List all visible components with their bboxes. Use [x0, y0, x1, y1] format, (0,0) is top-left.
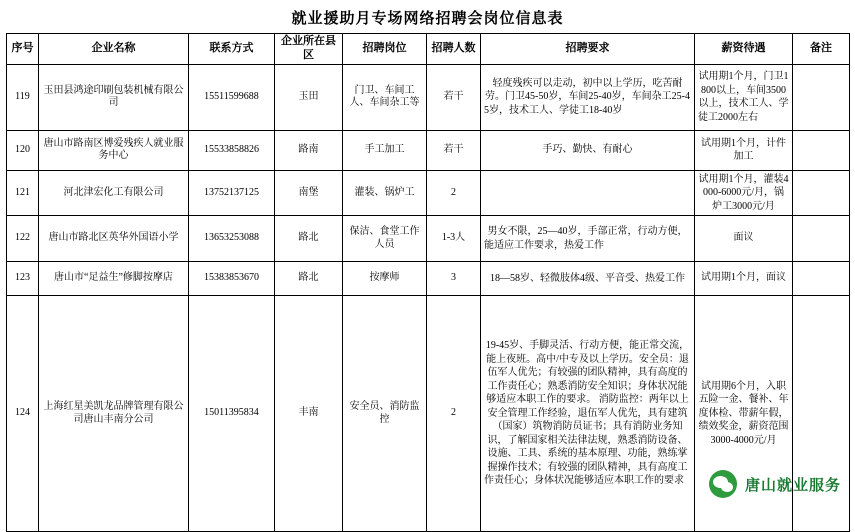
cell-requirements: 手巧、勤快、有耐心 [481, 130, 695, 170]
column-header-requirements: 招聘要求 [481, 34, 695, 65]
cell-seq: 124 [7, 296, 39, 532]
column-header-contact: 联系方式 [189, 34, 275, 65]
cell-remarks [793, 130, 850, 170]
cell-contact: 15383853670 [189, 262, 275, 296]
wechat-icon [709, 470, 737, 498]
cell-remarks [793, 262, 850, 296]
cell-salary: 试用期6个月，入职五险一金、餐补、年度体检、带薪年假，绩效奖金，薪资范围3000-4000元/月 [695, 296, 793, 532]
table-row [7, 130, 850, 170]
cell-company: 唐山市路南区博爱残疾人就业服务中心 [39, 130, 189, 170]
cell-headcount: 1-3人 [427, 216, 481, 262]
cell-headcount: 若干 [427, 130, 481, 170]
cell-seq: 122 [7, 216, 39, 262]
cell-position: 按摩师 [343, 262, 427, 296]
cell-requirements [481, 170, 695, 216]
column-header-position: 招聘岗位 [343, 34, 427, 65]
column-header-seq: 序号 [7, 34, 39, 65]
cell-position: 安全员、消防监控 [343, 296, 427, 532]
cell-headcount: 若干 [427, 64, 481, 130]
wechat-account-name: 唐山就业服务 [744, 476, 841, 494]
cell-requirements: 19-45岁、手脚灵活、行动方便，能正常交流，能上夜班。高中/中专及以上学历。安全员：退伍军人优先；有较强的团队精神，具有高度的工作责任心；熟悉消防安全知识；身体状况能够适应本职工作的要求。 消防监控：两年以上安全管理工作经验，退伍军人优先，具有建筑（国家）筑物消防员证书；具有消防业务知识，了解国家相关法律法规，熟悉消防设备、设施、工具、系统的基本原理、功能，熟练掌握操作技术；有较强的团队精神，具有高度工作责任心；身体状况能够适应本职工作的要求 [481, 296, 695, 532]
cell-position: 灌装、锅炉工 [343, 170, 427, 216]
cell-area: 路北 [275, 216, 343, 262]
cell-seq: 119 [7, 64, 39, 130]
cell-position: 门卫、车间工人、车间杂工等 [343, 64, 427, 130]
cell-company: 唐山市“足益生”修脚按摩店 [39, 262, 189, 296]
cell-salary: 试用期1个月，计件加工 [695, 130, 793, 170]
cell-seq: 121 [7, 170, 39, 216]
cell-requirements: 男女不限，25—40岁，手部正常，行动方便，能适应工作要求，热爱工作 [481, 216, 695, 262]
page-title: 就业援助月专场网络招聘会岗位信息表 [291, 11, 564, 27]
table-row [7, 262, 850, 296]
cell-area: 路北 [275, 262, 343, 296]
cell-remarks [793, 170, 850, 216]
cell-area: 南堡 [275, 170, 343, 216]
table-row [7, 64, 850, 130]
cell-remarks [793, 216, 850, 262]
cell-area: 路南 [275, 130, 343, 170]
table-row [7, 170, 850, 216]
cell-headcount: 2 [427, 296, 481, 532]
cell-contact: 15511599688 [189, 64, 275, 130]
cell-contact: 13653253088 [189, 216, 275, 262]
cell-contact: 15533858826 [189, 130, 275, 170]
cell-salary: 试用期1个月，灌装4000-6000元/月，锅炉工3000元/月 [695, 170, 793, 216]
cell-area: 玉田 [275, 64, 343, 130]
cell-company: 上海红星美凯龙品牌管理有限公司唐山丰南分公司 [39, 296, 189, 532]
cell-seq: 120 [7, 130, 39, 170]
cell-headcount: 2 [427, 170, 481, 216]
wechat-account[interactable] [709, 470, 841, 498]
cell-contact: 13752137125 [189, 170, 275, 216]
cell-position: 手工加工 [343, 130, 427, 170]
cell-contact: 15011395834 [189, 296, 275, 532]
cell-salary: 试用期1个月，面议 [695, 262, 793, 296]
column-header-headcount: 招聘人数 [427, 34, 481, 65]
column-header-company: 企业名称 [39, 34, 189, 65]
table-header-row [7, 34, 850, 65]
column-header-salary: 薪资待遇 [695, 34, 793, 65]
cell-company: 河北津宏化工有限公司 [39, 170, 189, 216]
cell-position: 保洁、食堂工作人员 [343, 216, 427, 262]
cell-seq: 123 [7, 262, 39, 296]
cell-requirements: 轻度残疾可以走动，初中以上学历，吃苦耐劳。门卫45-50岁，车间25-40岁，车间杂工25-45岁，技术工人、学徒工18-40岁 [481, 64, 695, 130]
cell-salary: 试用期1个月，门卫1800以上，车间3500以上，技术工人、学徒工2000左右 [695, 64, 793, 130]
cell-requirements: 18—58岁、轻微肢体4级、平音受、热爱工作 [481, 262, 695, 296]
cell-salary: 面议 [695, 216, 793, 262]
column-header-remarks: 备注 [793, 34, 850, 65]
cell-remarks [793, 64, 850, 130]
cell-company: 唐山市路北区英华外国语小学 [39, 216, 189, 262]
cell-headcount: 3 [427, 262, 481, 296]
table-row [7, 216, 850, 262]
column-header-area: 企业所在县区 [275, 34, 343, 65]
cell-area: 丰南 [275, 296, 343, 532]
cell-company: 玉田县鸿途印刷包装机械有限公司 [39, 64, 189, 130]
footer [0, 456, 855, 512]
